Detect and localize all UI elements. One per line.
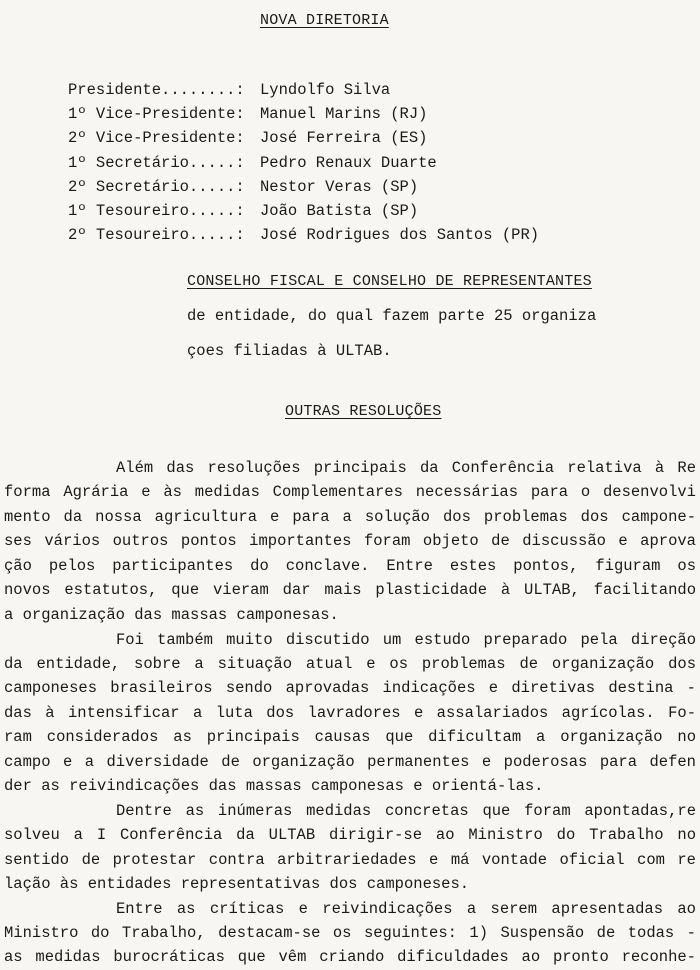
text-line: ram considerados as principais causas que dificultam a organização no xyxy=(4,728,696,746)
text-line: a organização das massas camponesas. xyxy=(4,606,339,624)
member-name: José Ferreira (ES) xyxy=(260,129,428,148)
text-line: camponeses brasileiros sendo aprovadas indicações e diretivas destina - xyxy=(4,679,696,697)
text-line: Entre as críticas e reivindicações a serem apresentadas ao xyxy=(116,900,696,918)
member-name: Pedro Renaux Duarte xyxy=(260,153,437,172)
role: 2º Vice-Presidente: xyxy=(68,129,245,148)
role: 2º Tesoureiro.....: xyxy=(68,226,245,245)
diretoria-row xyxy=(68,223,539,247)
text-line: solveu a I Conferência da ULTAB dirigir-se ao Ministro do Trabalho no xyxy=(4,826,696,844)
heading-nova-diretoria: NOVA DIRETORIA xyxy=(260,12,389,29)
diretoria-row xyxy=(68,199,539,223)
role: 1º Vice-Presidente: xyxy=(68,105,245,124)
text-line: sentido de protestar contra arbitrariedades e má vontade oficial com re xyxy=(4,851,696,869)
member-name: João Batista (SP) xyxy=(260,201,419,220)
text-line: campo e a diversidade de organização permanentes e poderosas para defen xyxy=(4,753,696,771)
diretoria-row xyxy=(68,102,539,126)
text-line: das à intensificar a luta dos lavradores e assalariados agrícolas. Fo- xyxy=(4,704,696,722)
text-line: lação às entidades representativas dos camponeses. xyxy=(4,875,470,893)
heading-outras-resolucoes: OUTRAS RESOLUÇÕES xyxy=(285,403,442,420)
text-line: Dentre as inúmeras medidas concretas que foram apontadas,re xyxy=(116,802,696,820)
conselho-line: çoes filiadas à ULTAB. xyxy=(187,342,392,360)
text-line: forma Agrária e às medidas Complementares necessárias para o desenvolvi xyxy=(4,483,696,501)
conselho-line: de entidade, do qual fazem parte 25 organiza xyxy=(187,307,597,325)
role: 1º Tesoureiro.....: xyxy=(68,201,245,220)
role: Presidente........: xyxy=(68,81,245,99)
text-line: Ministro do Trabalho, destacam-se os seguintes: 1) Suspensão de todas - xyxy=(4,924,696,942)
text-line: der as reivindicações das massas camponesas e orientá-las. xyxy=(4,777,544,795)
diretoria-row xyxy=(68,126,539,150)
text-line: ses vários outros pontos importantes foram objeto de discussão e aprova xyxy=(4,532,696,550)
text-line: Foi também muito discutido um estudo preparado pela direção xyxy=(116,631,696,649)
text-line: ção pelos participantes do conclave. Entre estes pontos, figuram os xyxy=(4,557,696,575)
diretoria-row xyxy=(68,151,539,175)
role: 2º Secretário.....: xyxy=(68,177,245,196)
member-name: Nestor Veras (SP) xyxy=(260,177,419,196)
diretoria-row xyxy=(68,175,539,199)
heading-conselho: CONSELHO FISCAL E CONSELHO DE REPRESENTANTES xyxy=(187,273,592,290)
text-line: as medidas burocráticas que vêm criando dificuldades ao pronto reconhe- xyxy=(4,948,696,966)
text-line: mento da nossa agricultura e para a solução dos problemas dos campone- xyxy=(4,508,696,526)
text-line: novos estatutos, que vieram dar mais plasticidade à ULTAB, facilitando xyxy=(4,581,696,599)
text-line: Além das resoluções principais da Conferência relativa à Re xyxy=(116,459,696,477)
text-line: da entidade, sobre a situação atual e os problemas de organização dos xyxy=(4,655,696,673)
role: 1º Secretário.....: xyxy=(68,153,245,172)
member-name: José Rodrigues dos Santos (PR) xyxy=(260,226,540,245)
diretoria-list xyxy=(68,78,539,247)
member-name: Lyndolfo Silva xyxy=(260,81,391,99)
diretoria-row xyxy=(68,78,539,102)
member-name: Manuel Marins (RJ) xyxy=(260,105,428,124)
